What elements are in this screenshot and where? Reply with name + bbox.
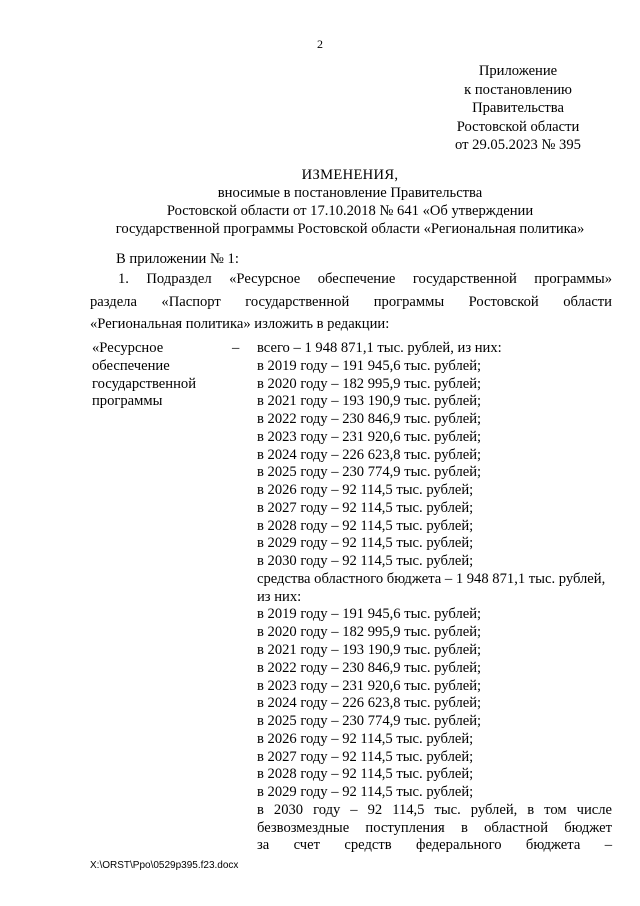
funding-line: в 2022 году – 230 846,9 тыс. рублей; [257, 659, 482, 676]
funding-list [257, 340, 612, 855]
appendix-line: Ростовской области [456, 118, 580, 135]
funding-line: за счет средств федерального бюджета – [257, 837, 612, 854]
funding-line: безвозмездные поступления в областной бюджет [257, 819, 612, 836]
funding-line: в 2023 году – 231 920,6 тыс. рублей; [257, 677, 482, 694]
funding-line: в 2025 году – 230 774,9 тыс. рублей; [257, 713, 482, 730]
file-path-footer: X:\ORST\Ppo\0529p395.f23.docx [90, 860, 239, 871]
funding-line: средства областного бюджета – 1 948 871,1 тыс. рублей, [257, 570, 606, 587]
appendix-line: от 29.05.2023 № 395 [455, 137, 581, 153]
title-heading: ИЗМЕНЕНИЯ, [301, 167, 399, 183]
funding-line: в 2028 году – 92 114,5 тыс. рублей; [257, 766, 474, 783]
funding-line: в 2029 году – 92 114,5 тыс. рублей; [257, 784, 474, 801]
funding-line: в 2030 году – 92 114,5 тыс. рублей, в том числе [257, 801, 612, 818]
paragraph-line: «Региональная политика» изложить в редакции: [90, 316, 390, 332]
funding-line: в 2026 году – 92 114,5 тыс. рублей; [257, 730, 474, 747]
funding-line: в 2027 году – 92 114,5 тыс. рублей; [257, 748, 474, 765]
funding-line: в 2026 году – 92 114,5 тыс. рублей; [257, 482, 474, 499]
funding-line: в 2019 году – 191 945,6 тыс. рублей; [257, 606, 482, 623]
title-line: Ростовской области от 17.10.2018 № 641 «Об утверждении [166, 203, 534, 219]
funding-line: всего – 1 948 871,1 тыс. рублей, из них: [257, 340, 502, 356]
table-dash: – [232, 340, 240, 356]
appendix-block [430, 62, 606, 155]
page-number: 2 [317, 37, 323, 51]
resource-label [92, 340, 202, 411]
intro-paragraph-2 [90, 268, 612, 336]
funding-line: в 2022 году – 230 846,9 тыс. рублей; [257, 411, 482, 428]
funding-line: в 2020 году – 182 995,9 тыс. рублей; [257, 624, 482, 641]
label-line: программы [92, 393, 163, 410]
paragraph-line: раздела «Паспорт государственной программы Ростовской области [90, 293, 612, 310]
funding-line: в 2030 году – 92 114,5 тыс. рублей; [257, 553, 474, 570]
label-line: государственной [92, 375, 197, 392]
title-line: вносимые в постановление Правительства [217, 185, 483, 201]
label-line: обеспечение [92, 357, 170, 374]
funding-line: в 2029 году – 92 114,5 тыс. рублей; [257, 535, 474, 552]
intro-paragraph-1: В приложении № 1: [116, 251, 239, 267]
appendix-line: к постановлению [464, 81, 572, 98]
funding-line: в 2027 году – 92 114,5 тыс. рублей; [257, 499, 474, 516]
appendix-line: Правительства [472, 100, 564, 116]
funding-line: в 2023 году – 231 920,6 тыс. рублей; [257, 428, 482, 445]
funding-line: из них: [257, 588, 302, 605]
funding-line: в 2025 году – 230 774,9 тыс. рублей; [257, 464, 482, 481]
funding-line: в 2024 году – 226 623,8 тыс. рублей; [257, 695, 482, 712]
funding-line: в 2020 году – 182 995,9 тыс. рублей; [257, 375, 482, 392]
funding-line: в 2028 году – 92 114,5 тыс. рублей; [257, 517, 474, 534]
funding-line: в 2021 году – 193 190,9 тыс. рублей; [257, 642, 482, 659]
title-line: государственной программы Ростовской области «Региональная политика» [115, 221, 585, 237]
funding-line: в 2024 году – 226 623,8 тыс. рублей; [257, 446, 482, 463]
intro-text [90, 250, 612, 336]
funding-line: в 2021 году – 193 190,9 тыс. рублей; [257, 393, 482, 410]
appendix-line: Приложение [478, 63, 558, 79]
funding-line: в 2019 году – 191 945,6 тыс. рублей; [257, 357, 482, 374]
document-title [60, 166, 640, 238]
paragraph-line: 1. Подраздел «Ресурсное обеспечение государственной программы» [118, 271, 612, 287]
label-line: «Ресурсное [92, 340, 164, 356]
